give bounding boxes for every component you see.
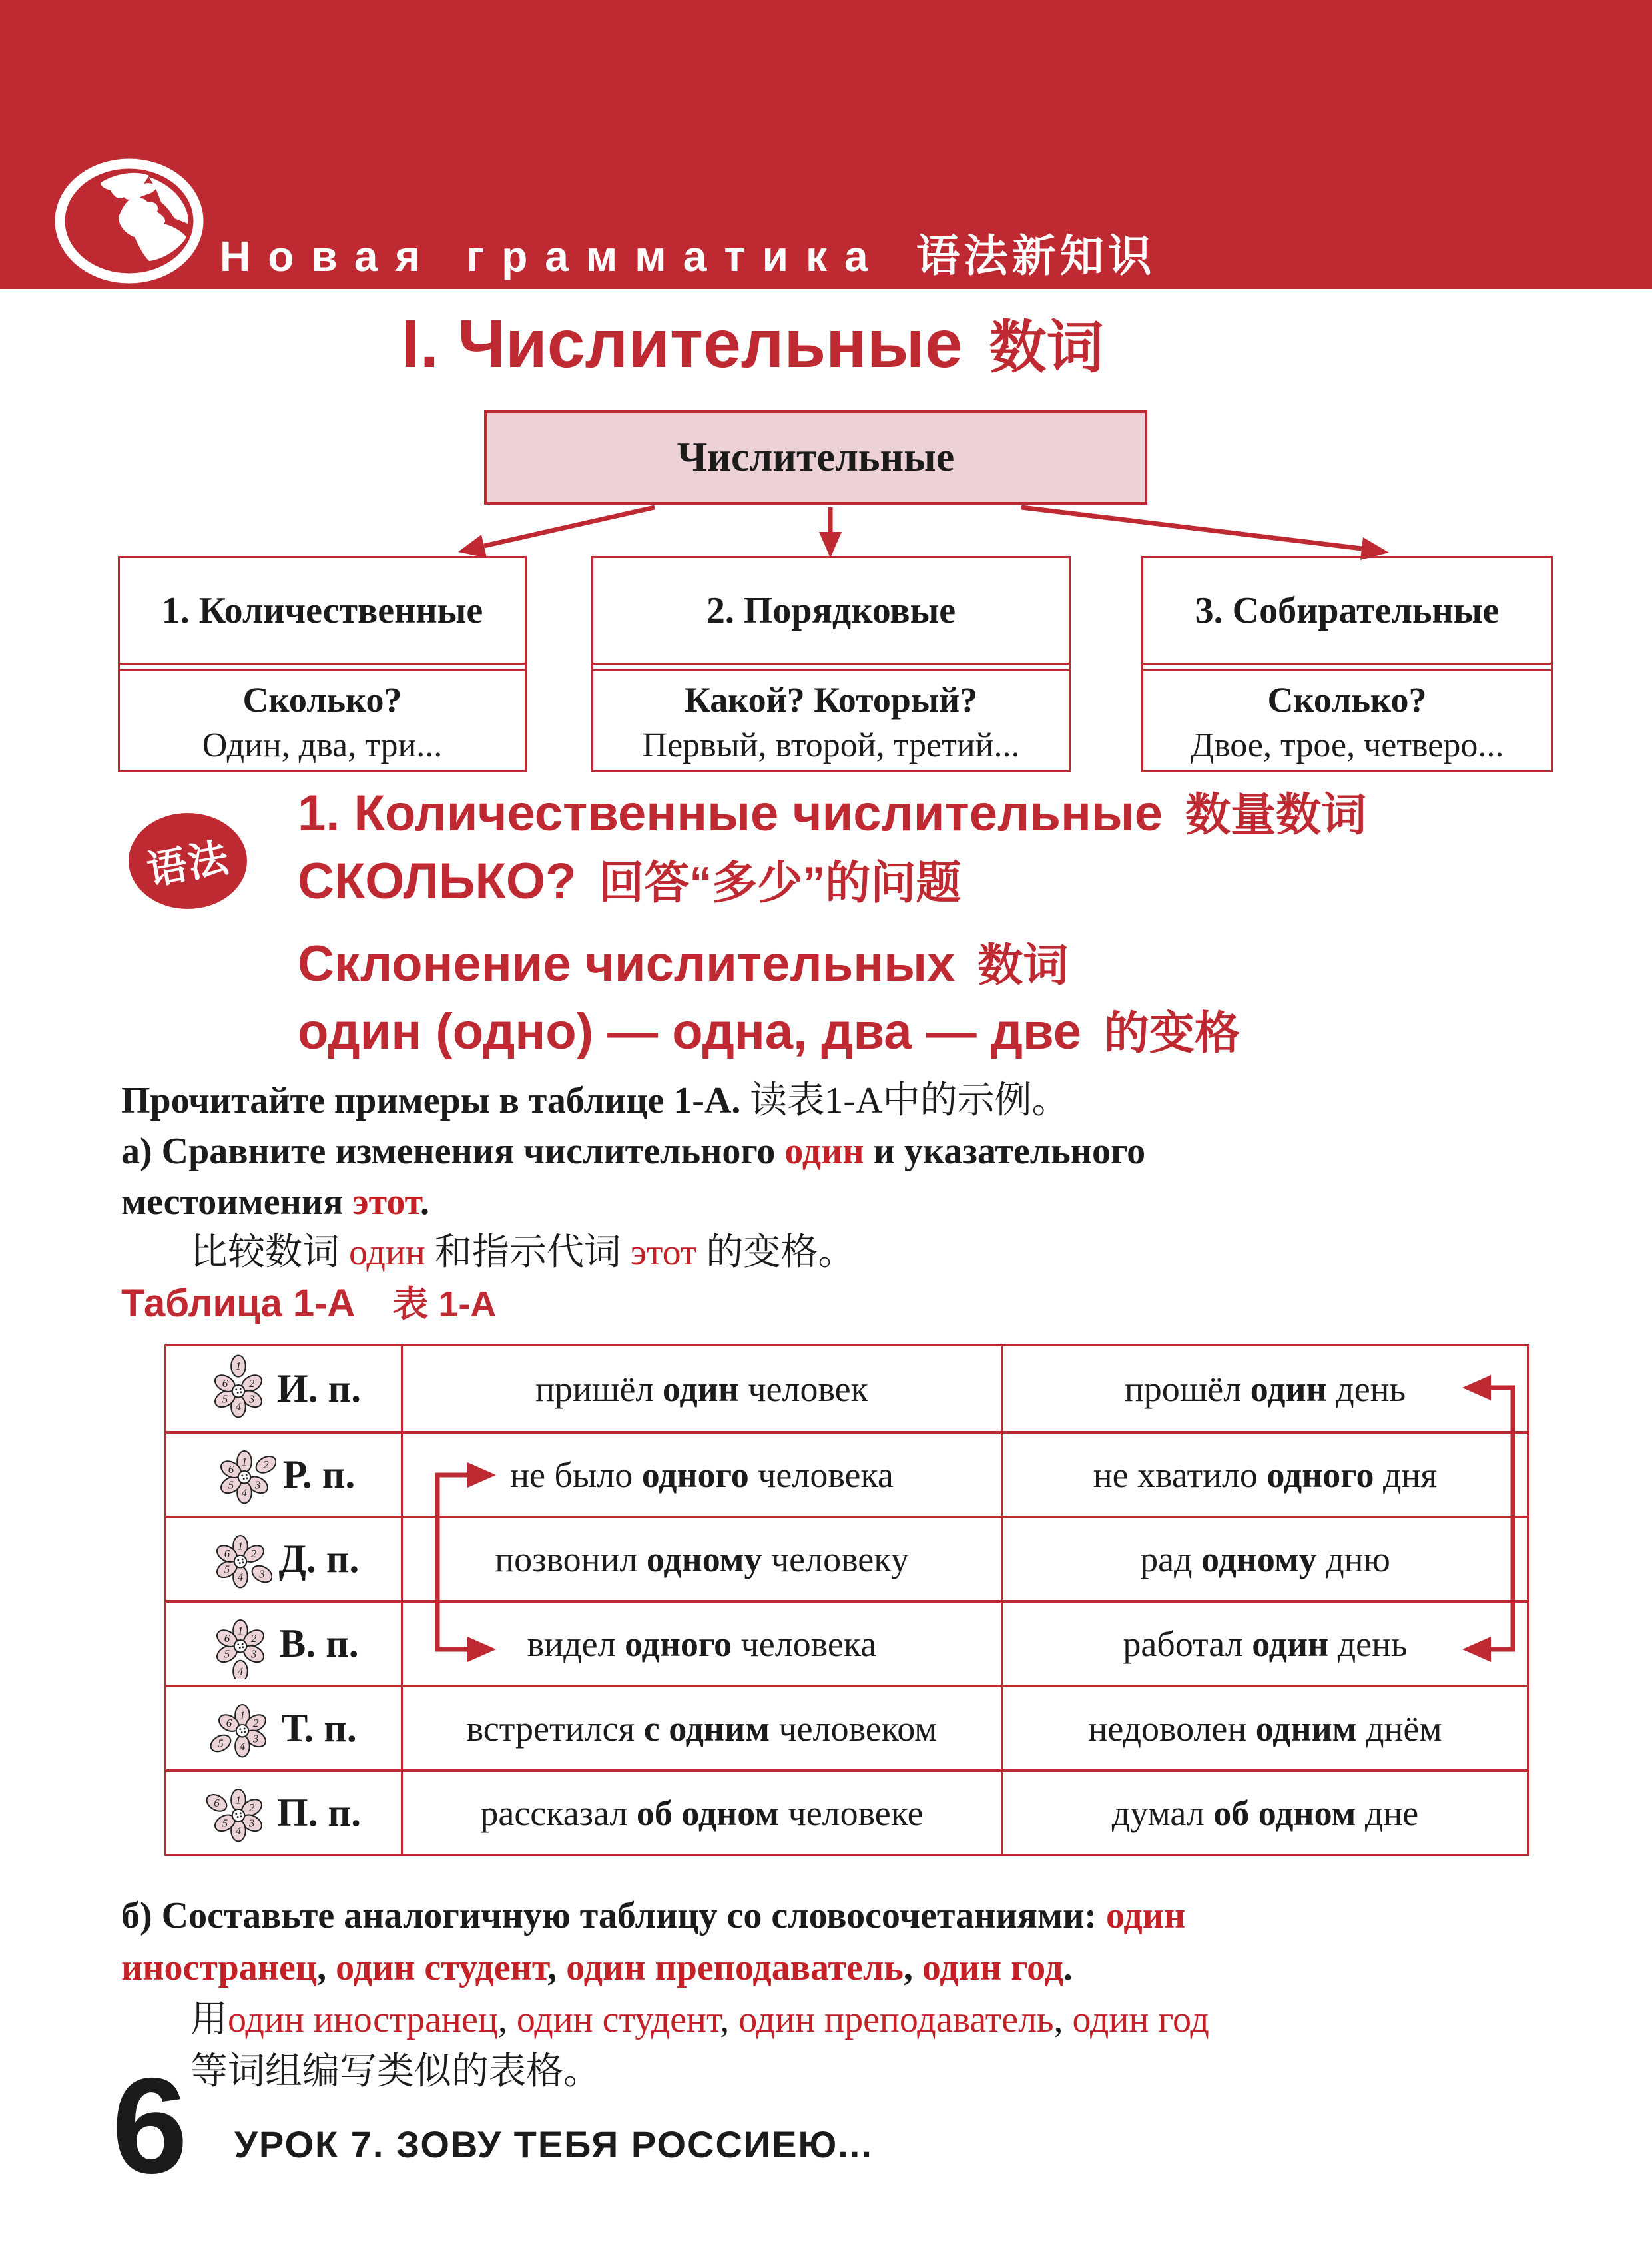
intro-read-line: Прочитайте примеры в таблице 1-А. 读表1-А中的示例。 [121,1080,1069,1121]
page-number: 6 [112,2050,188,2202]
svg-text:6: 6 [226,1716,232,1729]
svg-text:3: 3 [248,1816,255,1829]
branch-question: Сколько? [1267,680,1427,720]
table-label [121,1276,496,1327]
section-title-ru: Новая грамматика [220,232,886,280]
example-person-cell [401,1518,1001,1600]
svg-text:6: 6 [224,1547,230,1560]
task-b-line1: б) Составьте аналогичную таблицу со словосочетаниями: один [121,1895,1186,1936]
svg-text:2: 2 [262,1458,269,1471]
example-person-phrase: встретился с одним человеком [466,1708,938,1749]
svg-text:1: 1 [237,1540,243,1553]
svg-text:2: 2 [250,1547,256,1560]
example-day-phrase: не хватило одного дня [1093,1454,1438,1495]
branch-body [1143,669,1551,770]
example-day-cell [1001,1603,1527,1685]
case-label: В. п. [279,1621,359,1665]
exercise-b [121,1890,1209,2098]
case-label: П. п. [276,1791,362,1834]
table-row [166,1685,1527,1769]
svg-text:2: 2 [251,1631,257,1645]
section-title [220,220,1156,284]
exercise-intro [121,1075,1145,1278]
intro-task-a-line1: а) Сравните изменения числительного один и указательного [121,1131,1146,1172]
task-b-zh-line1: 用один иностранец, один студент, один преподаватель, один год [190,1999,1209,2040]
grammar-badge-label: 语法 [143,834,233,894]
case-cell [166,1346,401,1431]
branch-body [120,669,525,770]
branch-examples: Один, два, три... [202,726,443,764]
case-flower-icon [206,1354,270,1424]
case-cell [166,1434,401,1516]
case-label: Д. п. [278,1537,360,1581]
svg-text:5: 5 [224,1562,230,1575]
heading-cardinal: 1. Количественные числительные 数量数词 [298,785,1367,842]
example-person-phrase: позвонил одному человеку [495,1539,909,1579]
branch-title: 2. Порядковые [593,558,1069,665]
svg-text:5: 5 [222,1392,228,1405]
case-flower-icon [212,1440,276,1510]
table-row [166,1431,1527,1516]
branch-title: 1. Количественные [120,558,525,665]
diagram-branch-ordinal [591,556,1071,772]
example-day-cell [1001,1346,1527,1431]
diagram-root-label: Числительные [677,434,955,480]
case-flower-icon [208,1524,272,1595]
svg-text:1: 1 [238,1624,244,1637]
grammar-badge [129,813,247,909]
example-person-cell [401,1603,1001,1685]
example-day-cell [1001,1772,1527,1854]
table-label-ru: Таблица 1-А [121,1282,356,1325]
heading-one-two: один (одно) — одна, два — две 的变格 [298,1003,1240,1060]
svg-text:5: 5 [218,1737,224,1750]
intro-task-a-line2: местоимения этот. [121,1181,429,1223]
svg-text:3: 3 [258,1567,265,1581]
grammar-headings [298,780,1366,1067]
svg-text:5: 5 [222,1816,228,1829]
example-day-phrase: работал один день [1123,1623,1408,1664]
diagram-root-box [484,410,1147,505]
svg-text:6: 6 [224,1631,230,1645]
lesson-footer: УРОК 7. ЗОВУ ТЕБЯ РОССИЕЮ... [234,2123,873,2165]
svg-text:6: 6 [228,1462,234,1476]
svg-text:2: 2 [248,1376,255,1390]
case-cell [166,1603,401,1685]
task-b-zh-line2: 等词组编写类似的表格。 [190,2051,601,2092]
chapter-title [0,301,1505,384]
svg-text:4: 4 [237,1570,243,1583]
diagram-branch-cardinal [118,556,527,772]
example-person-cell [401,1346,1001,1431]
svg-text:3: 3 [254,1478,260,1491]
globe-icon [49,154,209,288]
case-flower-icon [206,1778,270,1848]
branch-body [593,669,1069,770]
branch-examples: Двое, трое, четверо... [1190,726,1504,764]
heading-how-many: СКОЛЬКО? 回答“多少”的问题 [298,853,962,910]
table-row [166,1600,1527,1685]
example-day-phrase: рад одному дню [1140,1539,1390,1579]
example-person-phrase: не было одного человека [510,1454,894,1495]
branch-question: Сколько? [242,680,402,720]
example-day-phrase: недоволен одним днём [1088,1708,1442,1749]
table-row [166,1346,1527,1431]
case-label: И. п. [276,1366,362,1410]
case-cell [166,1772,401,1854]
svg-text:1: 1 [241,1455,247,1468]
table-row [166,1516,1527,1600]
table-label-zh: 表 1-А [392,1284,497,1324]
svg-text:4: 4 [235,1400,242,1413]
svg-text:1: 1 [240,1709,246,1722]
table-row [166,1769,1527,1854]
example-day-cell [1001,1434,1527,1516]
svg-text:5: 5 [228,1478,234,1491]
svg-text:1: 1 [235,1793,242,1807]
task-b-line2: иностранец, один студент, один преподаватель, один год. [121,1947,1073,1988]
chapter-title-zh: 数词 [989,316,1104,380]
svg-text:6: 6 [214,1796,220,1809]
branch-title: 3. Собирательные [1143,558,1551,665]
example-day-cell [1001,1518,1527,1600]
diagram-arrows [484,507,1362,549]
svg-text:4: 4 [241,1486,247,1499]
case-label: Т. п. [281,1706,357,1750]
example-day-phrase: думал об одном дне [1111,1793,1419,1833]
example-person-phrase: рассказал об одном человеке [480,1793,924,1833]
svg-text:1: 1 [235,1359,242,1372]
svg-text:2: 2 [253,1716,259,1729]
case-flower-icon [210,1693,274,1764]
branch-question: Какой? Который? [684,680,978,720]
example-person-cell [401,1687,1001,1769]
intro-task-a-zh: 比较数词 один 和指示代词 этот 的变格。 [190,1232,856,1273]
case-label: Р. п. [282,1452,356,1496]
example-person-cell [401,1772,1001,1854]
example-day-cell [1001,1687,1527,1769]
example-person-phrase: видел одного человека [527,1623,877,1664]
example-person-cell [401,1434,1001,1516]
declension-table [164,1344,1529,1856]
svg-text:3: 3 [251,1647,257,1660]
example-day-phrase: прошёл один день [1124,1368,1406,1409]
svg-text:3: 3 [248,1392,255,1405]
svg-text:4: 4 [238,1664,244,1677]
section-title-zh: 语法新知识 [916,231,1156,280]
svg-text:4: 4 [240,1739,246,1753]
svg-text:4: 4 [235,1824,242,1837]
svg-text:6: 6 [222,1376,228,1390]
branch-examples: Первый, второй, третий... [642,726,1020,764]
svg-text:2: 2 [248,1801,255,1814]
svg-text:5: 5 [224,1647,230,1660]
page-header-band [0,0,1652,289]
example-person-phrase: пришёл один человек [535,1368,868,1409]
svg-text:3: 3 [253,1731,259,1745]
chapter-title-ru: I. Числительные [401,306,963,382]
case-cell [166,1687,401,1769]
case-cell [166,1518,401,1600]
case-flower-icon [208,1609,272,1679]
heading-declension: Склонение числительных 数词 [298,936,1069,992]
diagram-branch-collective [1141,556,1553,772]
